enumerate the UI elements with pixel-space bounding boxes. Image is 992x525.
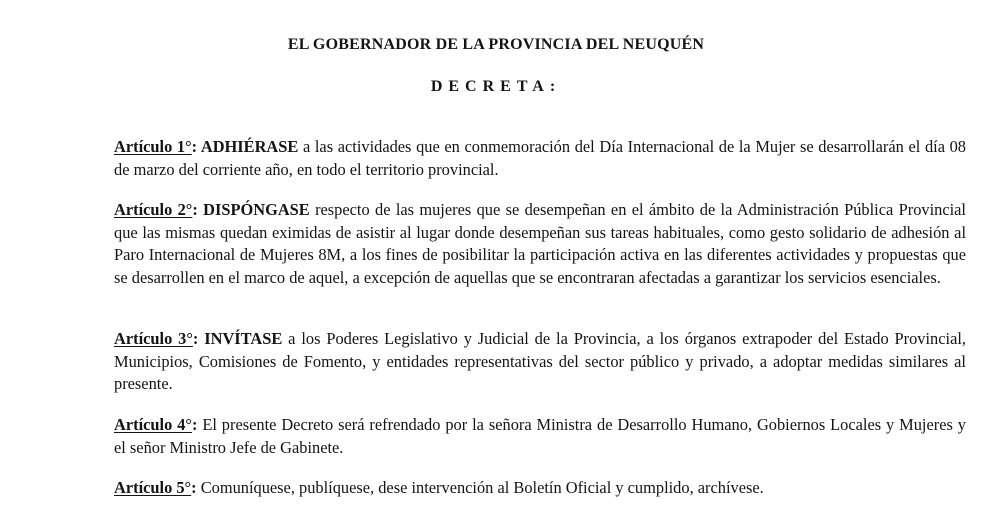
governor-heading: EL GOBERNADOR DE LA PROVINCIA DEL NEUQUÉN [287,36,705,53]
article-2-text: respecto de las mujeres que se desempeñan en el ámbito de la Administración Pública Provincial que las mismas quedan eximidas de asistir al lugar donde desempeñan sus tareas habituales, como gesto solidario de adhesión al Paro Internacional de Mujeres 8M, a los fines de posibilitar la participación activa en las diferentes actividades y propuestas que se desarrollen en el marco de aquel, a excepción de aquellas que se encontraran afectadas a garantizar los servicios esenciales. [114,200,966,287]
article-1: Artículo 1°: ADHIÉRASE a las actividades que en conmemoración del Día Internacional de la Mujer se desarrollarán el día 08 de marzo del corriente año, en todo el territorio provincial. [114,137,966,179]
article-1-number: Artículo 1° [114,137,192,157]
article-2-number: Artículo 2° [114,200,193,220]
article-4-number: Artículo 4° [114,415,192,435]
article-3-verb: INVÍTASE [204,329,283,349]
article-5: Artículo 5°: Comuníquese, publíquese, dese intervención al Boletín Oficial y cumplido, archívese. [114,478,764,498]
article-4: Artículo 4°: El presente Decreto será refrendado por la señora Ministra de Desarrollo Humano, Gobiernos Locales y Mujeres y el señor Ministro Jefe de Gabinete. [114,415,966,457]
article-4-text: El presente Decreto será refrendado por la señora Ministra de Desarrollo Humano, Gobiernos Locales y Mujeres y el señor Ministro Jefe de Gabinete. [114,415,966,457]
article-5-number: Artículo 5° [114,478,192,498]
article-3: Artículo 3°: INVÍTASE a los Poderes Legislativo y Judicial de la Provincia, a los órganos extrapoder del Estado Provincial, Municipios, Comisiones de Fomento, y entidades representativas del sector público y privado, a adoptar medidas similares al presente. [114,329,966,394]
article-3-number: Artículo 3° [114,329,193,349]
article-2: Artículo 2°: DISPÓNGASE respecto de las mujeres que se desempeñan en el ámbito de la Administración Pública Provincial que las mismas quedan eximidas de asistir al lugar donde desempeñan sus tareas habituales, como gesto solidario de adhesión al Paro Internacional de Mujeres 8M, a los fines de posibilitar la participación activa en las diferentes actividades y propuestas que se desarrollen en el marco de aquel, a excepción de aquellas que se encontraran afectadas a garantizar los servicios esenciales. [114,200,966,287]
article-1-text: a las actividades que en conmemoración del Día Internacional de la Mujer se desarrollarán el día 08 de marzo del corriente año, en todo el territorio provincial. [114,137,966,179]
article-2-verb: DISPÓNGASE [203,200,310,220]
article-1-verb: ADHIÉRASE [200,137,299,157]
decreta-heading: DECRETA: [430,78,562,95]
article-3-text: a los Poderes Legislativo y Judicial de la Provincia, a los órganos extrapoder del Estado Provincial, Municipios, Comisiones de Fomento, y entidades representativas del sector público y privado, a adoptar medidas similares al presente. [114,329,966,394]
article-5-text: Comuníquese, publíquese, dese intervención al Boletín Oficial y cumplido, archívese. [196,478,764,498]
